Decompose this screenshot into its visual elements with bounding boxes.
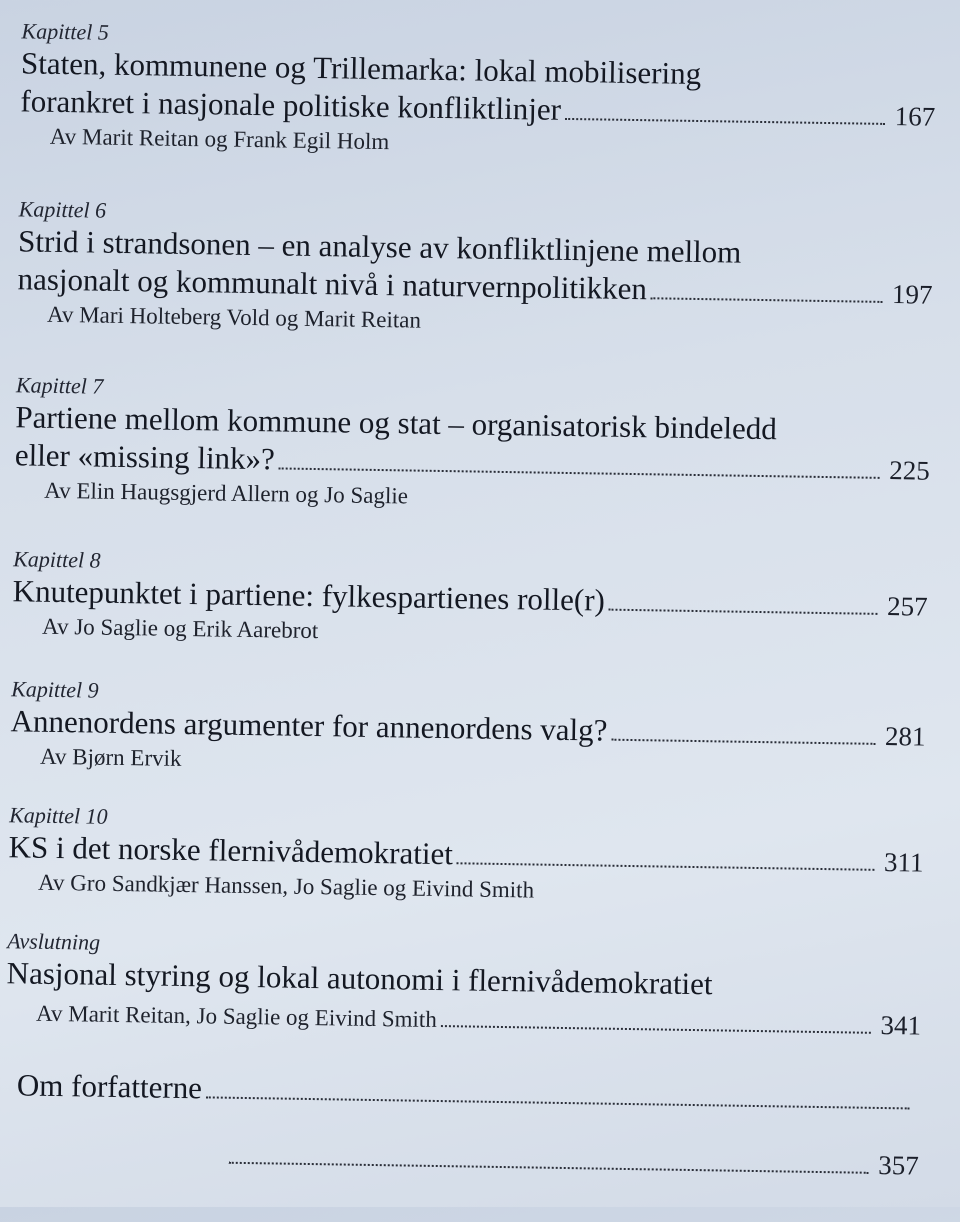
dot-leader xyxy=(457,862,874,871)
page-number: 225 xyxy=(888,455,930,486)
toc-entry-kapittel-10[interactable] xyxy=(8,802,924,911)
dot-leader xyxy=(441,1025,871,1034)
chapter-title-line: Nasjonal styring og lokal autonomi i flernivådemokratiet xyxy=(6,955,713,1002)
toc-entry-avslutning[interactable] xyxy=(6,928,922,1044)
chapter-title-line: Staten, kommunene og Trillemarka: lokal mobilisering xyxy=(20,45,702,92)
chapter-label: Kapittel 10 xyxy=(9,802,108,829)
chapter-label: Kapittel 7 xyxy=(15,372,104,399)
chapter-label: Kapittel 9 xyxy=(10,676,99,703)
dot-leader xyxy=(565,118,885,125)
chapter-title-line: Partiene mellom kommune og stat – organisatorisk bindeledd xyxy=(15,399,778,447)
chapter-title-end: KS i det norske flernivådemokratiet xyxy=(8,829,454,872)
chapter-label: Kapittel 6 xyxy=(18,196,107,223)
chapter-label: Avslutning xyxy=(7,928,101,955)
chapter-title-end: Annenordens argumenter for annenordens valg? xyxy=(10,703,608,748)
chapter-author: Av Mari Holteberg Vold og Marit Reitan xyxy=(46,301,422,333)
chapter-author: Av Marit Reitan og Frank Egil Holm xyxy=(49,123,390,155)
chapter-author: Av Jo Saglie og Erik Aarebrot xyxy=(41,613,319,644)
forfatterne-page-line xyxy=(4,1132,919,1184)
chapter-title-end: Knutepunktet i partiene: fylkespartienes rolle(r) xyxy=(12,573,606,618)
dot-leader xyxy=(609,609,877,615)
dot-leader xyxy=(279,467,879,478)
forfatterne-title: Om forfatterne xyxy=(16,1067,203,1106)
toc-entry-om-forfatterne[interactable] xyxy=(4,1066,921,1184)
chapter-author: Av Elin Haugsgjerd Allern og Jo Saglie xyxy=(44,477,409,509)
chapter-author: Av Marit Reitan, Jo Saglie og Eivind Smith xyxy=(35,1000,438,1032)
chapter-title-end: nasjonalt og kommunalt nivå i naturvernpolitikken xyxy=(17,261,648,307)
dot-leader xyxy=(611,739,875,745)
chapter-label: Kapittel 5 xyxy=(21,18,110,45)
page-number: 197 xyxy=(891,279,933,310)
toc-entry-kapittel-9[interactable] xyxy=(10,676,926,785)
dot-leader xyxy=(228,1162,868,1174)
toc-entry-kapittel-8[interactable] xyxy=(12,546,928,655)
page-number: 167 xyxy=(894,101,936,132)
forfatterne-line xyxy=(5,1066,920,1118)
page-number: 357 xyxy=(878,1149,920,1181)
toc-entry-kapittel-6[interactable] xyxy=(17,196,934,343)
page-number: 281 xyxy=(884,720,926,752)
chapter-title-line: Strid i strandsonen – en analyse av konfliktlinjene mellom xyxy=(17,223,742,270)
toc-entry-kapittel-7[interactable] xyxy=(14,372,931,519)
toc-entry-kapittel-5[interactable] xyxy=(20,18,937,165)
chapter-label: Kapittel 8 xyxy=(13,546,101,573)
dot-leader xyxy=(651,297,882,303)
dot-leader xyxy=(206,1096,910,1109)
chapter-title-end: eller «missing link»? xyxy=(14,437,276,477)
page-number: 257 xyxy=(886,591,928,622)
page-number: 311 xyxy=(883,846,924,878)
chapter-author: Av Bjørn Ervik xyxy=(39,743,182,771)
chapter-title-end: forankret i nasjonale politiske konfliktlinjer xyxy=(20,83,562,127)
chapter-author: Av Gro Sandkjær Hanssen, Jo Saglie og Eivind Smith xyxy=(37,869,535,903)
page-number: 341 xyxy=(880,1009,922,1041)
